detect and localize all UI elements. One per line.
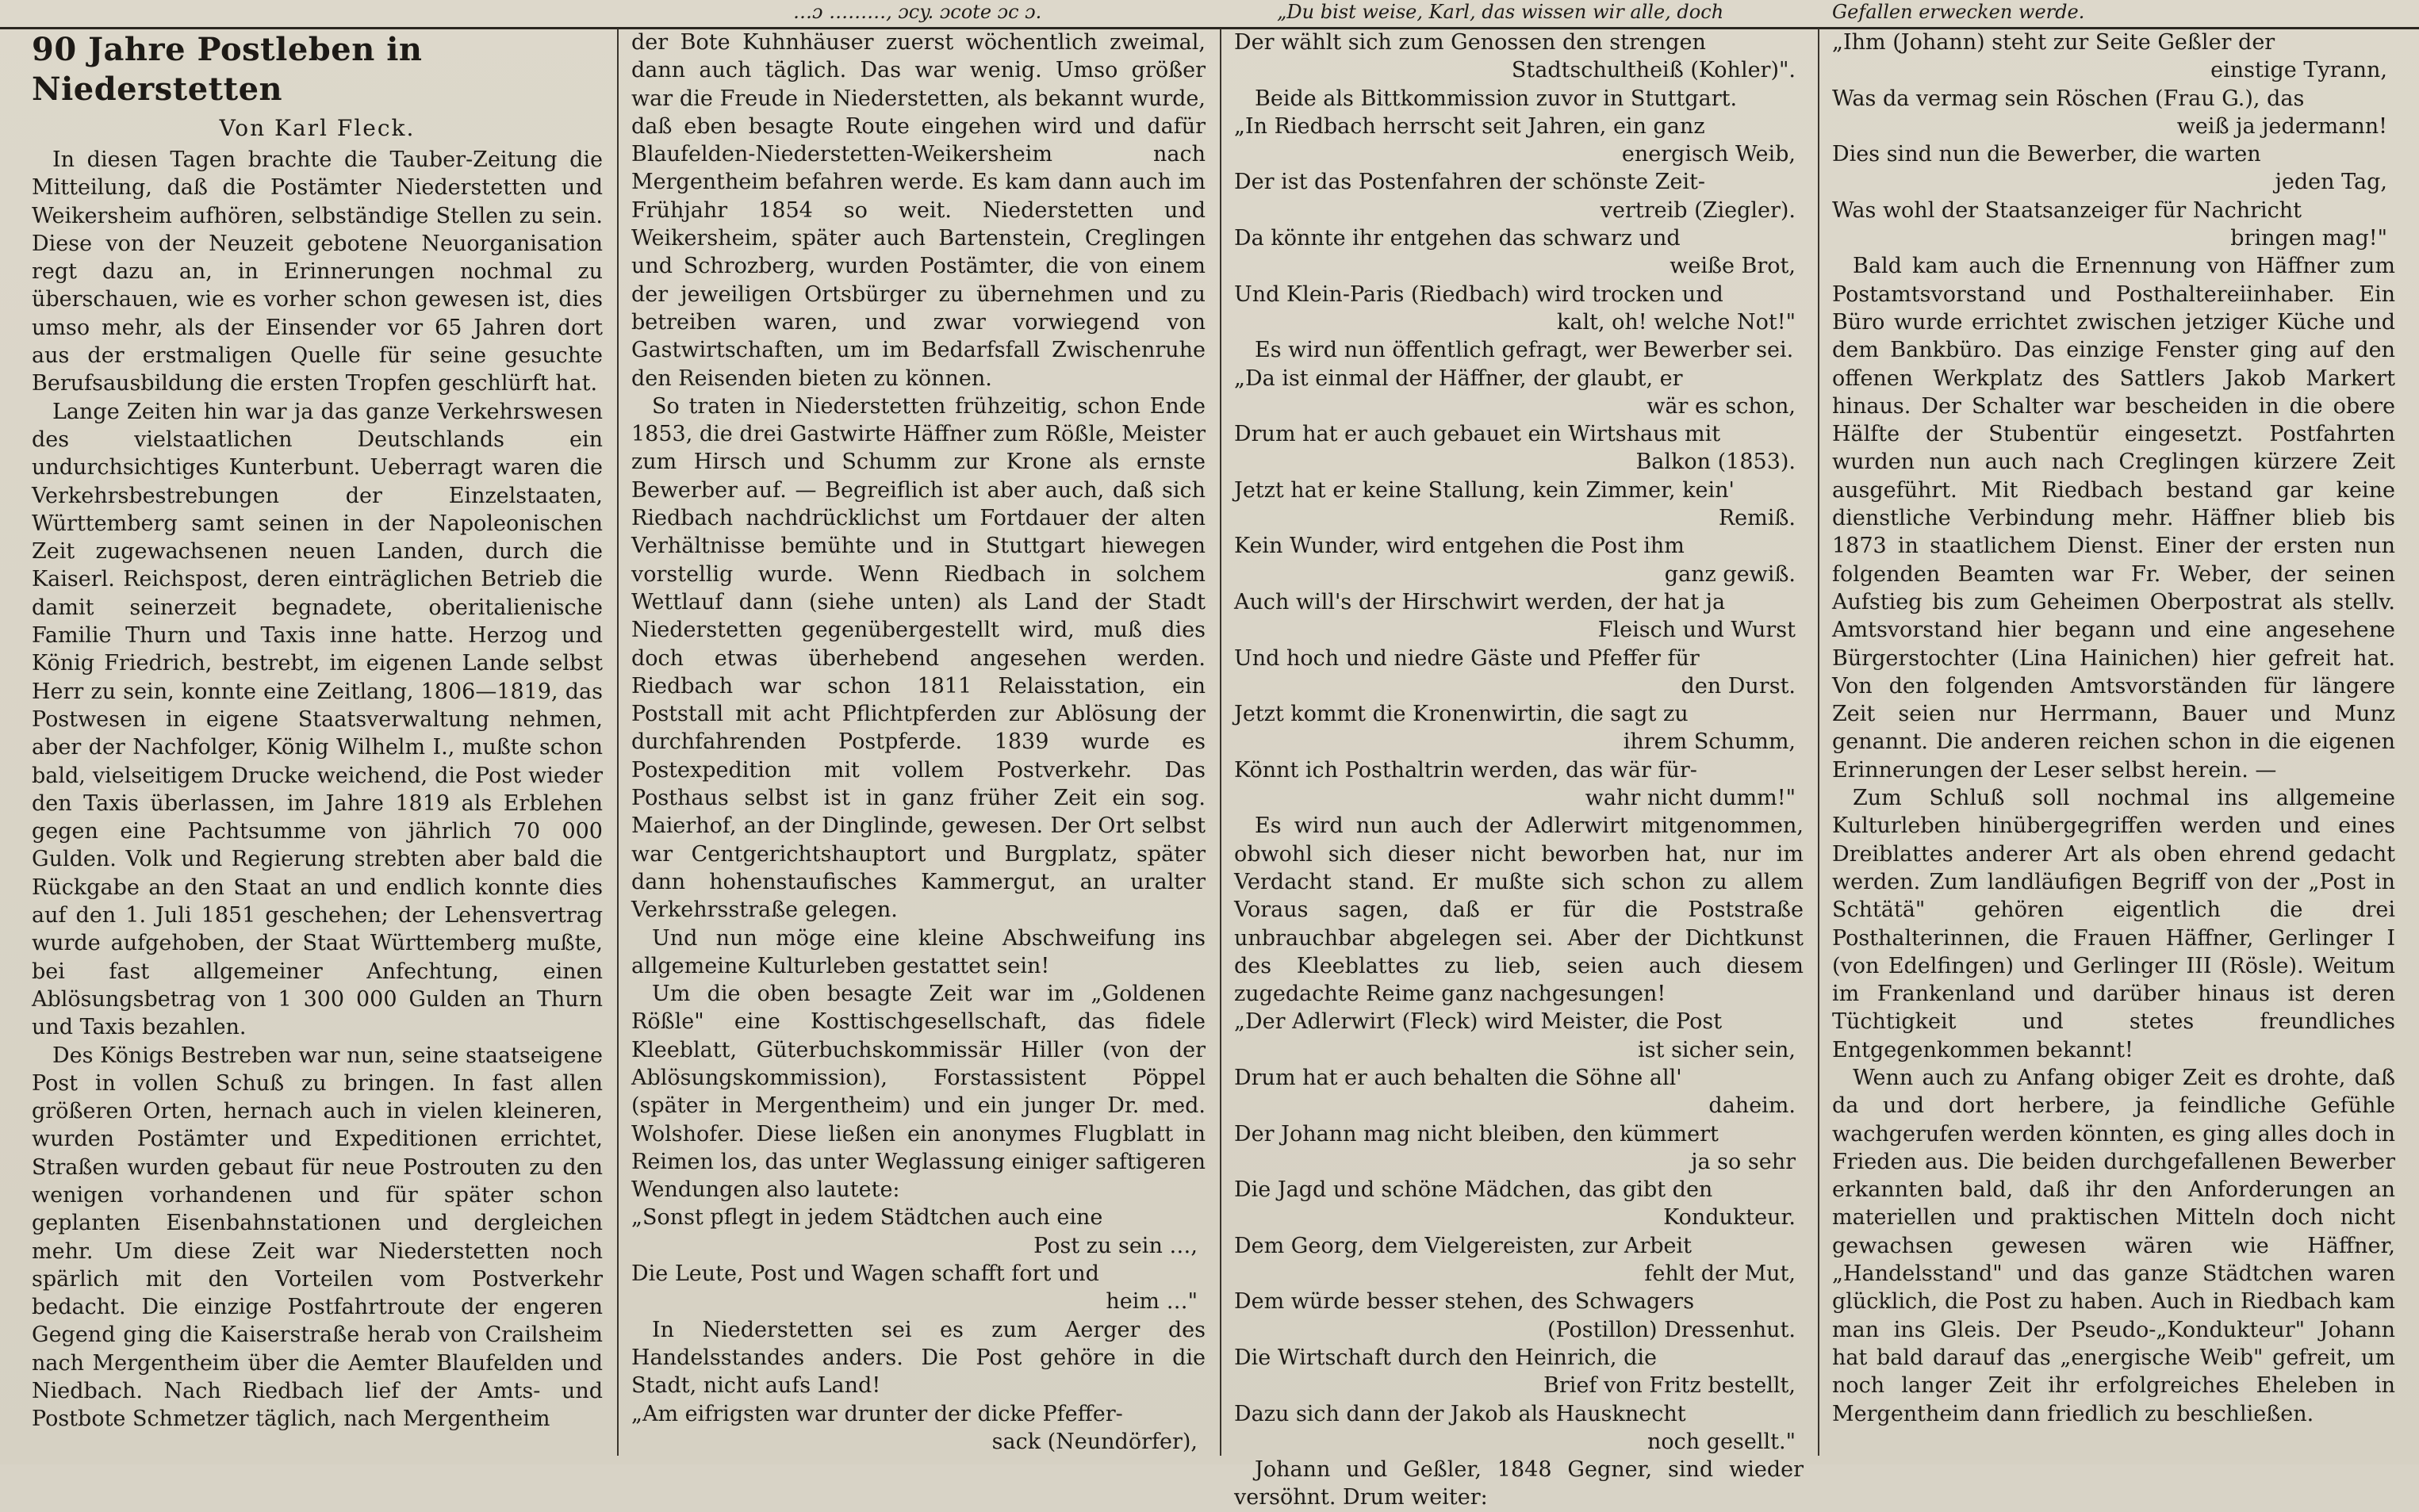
- poem-line: Dies sind nun die Bewerber, die warten: [1832, 142, 2261, 167]
- poem-line-cont: Balkon (1853).: [1635, 450, 1796, 475]
- paragraph: Beide als Bittkommission zuvor in Stuttgart.: [1255, 86, 1738, 111]
- poem-line-cont: sack (Neundörfer),: [991, 1429, 1198, 1454]
- poem-line: Drum hat er auch behalten die Söhne all': [1234, 1065, 1682, 1090]
- poem-block: [1234, 365, 1804, 813]
- poem-line: Die Leute, Post und Wagen schafft fort und: [631, 1261, 1099, 1287]
- paragraph: In Niederstetten sei es zum Aerger des Handelsstandes anders. Die Post gehöre in die Stadt, nicht aufs Land!: [631, 1317, 1206, 1399]
- paragraph: So traten in Niederstetten frühzeitig, schon Ende 1853, die drei Gastwirte Häffner zum Rößle, Meister zum Hirsch und Schumm zur Krone als ernste Bewerber auf. — Begreiflich ist aber auch, daß sich Riedbach nachdrücklichst um Fortdauer der alten Verhältnisse bemühte und in Stuttgart hiewegen vorstellig wurde. Wenn Riedbach in solchem Wettlauf dann (siehe unten) als Land der Stadt Niederstetten gegenübergestellt wird, muß dies doch etwas überhebend angesehen werden. Riedbach war schon 1811 Relaisstation, ein Poststall mit acht Pflichtpferden zur Ablösung der durchfahrenden Postpferde. 1839 wurde es Postexpedition mit vollem Postverkehr. Das Posthaus selbst ist in ganz früher Zeit ein sog. Maierhof, an der Dinglinde, gewesen. Der Ort selbst war Centgerichtshauptort und Burgplatz, später dann hohenstaufisches Kammergut, an uralter Verkehrsstraße gelegen.: [631, 393, 1206, 923]
- poem-line-cont: den Durst.: [1681, 673, 1796, 699]
- poem-block: [1234, 29, 1804, 85]
- column-1: [24, 29, 611, 1456]
- column-divider: [1220, 29, 1221, 1456]
- column-3: [1226, 29, 1811, 1510]
- poem-line: Könnt ich Posthaltrin werden, das wär für-: [1234, 757, 1697, 783]
- poem-line: Der Johann mag nicht bleiben, den kümmert: [1234, 1121, 1719, 1146]
- poem-line: Und Klein-Paris (Riedbach) wird trocken und: [1234, 281, 1723, 307]
- column-divider: [617, 29, 619, 1456]
- poem-line-cont: fehlt der Mut,: [1644, 1261, 1796, 1287]
- poem-line: Auch will's der Hirschwirt werden, der hat ja: [1234, 589, 1726, 614]
- article-title: 90 Jahre Postleben in Niederstetten: [32, 31, 423, 108]
- poem-line-cont: weiße Brot,: [1670, 254, 1796, 279]
- poem-line-cont: ja so sehr: [1691, 1149, 1796, 1174]
- paragraph: Wenn auch zu Anfang obiger Zeit es drohte, daß da und dort herbere, ja feindliche Gefühle wachgerufen werden könnten, es ging alles doch in Frieden aus. Die beiden durchgefallenen Bewerber erkannten bald, daß ihr den Anforderungen an materiellen und praktischen Mitteln doch nicht gewachsen gewesen wären wie Häffner, „Handelsstand" und das ganze Städtchen waren glücklich, die Post zu haben. Auch in Riedbach kam man ins Gleis. Der Pseudo-„Kondukteur" Johann hat bald darauf das „energische Weib" gefreit, um noch langer Zeit ihr erfolgreiches Eheleben in Mergentheim dann friedlich zu beschließen.: [1832, 1065, 2395, 1426]
- poem-line: „Sonst pflegt in jedem Städtchen auch eine: [631, 1205, 1103, 1231]
- paragraph: Es wird nun öffentlich gefragt, wer Bewerber sei.: [1255, 338, 1794, 363]
- poem-line-cont: Post zu sein …,: [1033, 1233, 1198, 1258]
- header-left-fragment: …ɔ ………, ɔcy. ɔcote ɔc ɔ.: [793, 1, 1042, 23]
- column-4: [1824, 29, 2403, 1456]
- poem-line-cont: ist sicher sein,: [1638, 1037, 1796, 1062]
- header-mid-fragment: „Du bist weise, Karl, das wissen wir alle, doch: [1277, 1, 1724, 23]
- paragraph: Lange Zeiten hin war ja das ganze Verkehrswesen des vielstaatlichen Deutschlands ein undurchsichtiges Kunterbunt. Ueberragt waren die Verkehrsbestrebungen der Einzelstaaten, Württemberg samt seinen in der Napoleonischen Zeit zugewachsenen neuen Landen, durch die Kaiserl. Reichspost, deren einträglichen Betrieb die damit seinerzeit begnadete, oberitalienische Familie Thurn und Taxis inne hatte. Herzog und König Friedrich, bestrebt, im eigenen Lande selbst Herr zu sein, konnte eine Zeitlang, 1806—1819, das Postwesen in eigene Staatsverwaltung nehmen, aber der Nachfolger, König Wilhelm I., mußte schon bald, vielseitigem Drucke weichend, die Post wieder den Taxis überlassen, im Jahre 1819 als Erblehen gegen eine Pachtsumme von jährlich 70 000 Gulden. Volk und Regierung strebten aber bald die Rückgabe an den Staat an und endlich konnte dies auf den 1. Juli 1851 geschehen; der Lehensvertrag wurde aufgehoben, der Staat Württemberg mußte, bei fast allgemeiner Anfechtung, einen Ablösungsbetrag von 1 300 000 Gulden an Thurn und Taxis bezahlen.: [32, 399, 603, 1040]
- poem-line: Drum hat er auch gebauet ein Wirtshaus mit: [1234, 422, 1721, 447]
- paragraph: Bald kam auch die Ernennung von Häffner zum Postamtsvorstand und Posthaltereiinhaber. Ein Büro wurde errichtet zwischen jetziger Küche und dem Bankbüro. Das einzige Fenster ging auf den offenen Werkplatz des Sattlers Jakob Markert hinaus. Der Schalter war bescheiden in die obere Hälfte der Stubentür eingesetzt. Postfahrten wurden nun auch nach Creglingen kürzere Zeit ausgeführt. Mit Riedbach bestand gar keine dienstliche Verbindung mehr. Häffner blieb bis 1873 in staatlichem Dienst. Einer der ersten nun folgenden Beamten war Fr. Weber, der seinen Aufstieg bis zum Geheimen Oberpostrat als stellv. Amtsvorstand hier begann und eine angesehene Bürgerstochter (Lina Hainichen) hier gefreit hat. Von den folgenden Amtsvorständen für längere Zeit seien nur Herrmann, Bauer und Munz genannt. Die anderen reichen schon in die eigenen Erinnerungen der Leser selbst herein. —: [1832, 254, 2395, 783]
- paragraph: Es wird nun auch der Adlerwirt mitgenommen, obwohl sich dieser nicht beworben hat, nur im Verdacht stand. Er mußte sich schon zu allem Voraus sagen, daß er für die Poststraße unbrauchbar abgelegen sei. Aber der Dichtkunst des Kleeblattes zu lieb, seien auch diesem zugedachte Reime ganz nachgesungen!: [1234, 813, 1804, 1007]
- poem-block: [1234, 113, 1804, 336]
- poem-line-cont: wär es schon,: [1647, 393, 1796, 419]
- poem-line: Der wählt sich zum Genossen den strengen: [1234, 30, 1706, 55]
- poem-line-cont: bringen mag!": [2230, 226, 2387, 251]
- paragraph: Des Königs Bestreben war nun, seine staatseigene Post in vollen Schuß zu bringen. In fast allen größeren Orten, hernach auch in vielen kleineren, wurden Postämter und Expeditionen errichtet, Straßen wurden gebaut für neue Postrouten zu den wenigen vorhandenen und für später schon geplanten Eisenbahnstationen und dergleichen mehr. Um diese Zeit war Niederstetten noch spärlich mit den Vorteilen vom Postverkehr bedacht. Die einzige Postfahrtroute der engeren Gegend ging die Kaiserstraße herab von Crailsheim nach Mergentheim über die Aemter Blaufelden und Niedbach. Nach Riedbach lief der Amts- und Postbote Schmetzer täglich, nach Mergentheim: [32, 1043, 603, 1432]
- poem-line-cont: vertreib (Ziegler).: [1600, 197, 1796, 223]
- poem-line: Kein Wunder, wird entgehen die Post ihm: [1234, 534, 1685, 559]
- column-divider: [1818, 29, 1819, 1456]
- poem-line-cont: (Postillon) Dressenhut.: [1547, 1317, 1796, 1342]
- poem-line-cont: Fleisch und Wurst: [1597, 618, 1796, 643]
- poem-block: [631, 1400, 1206, 1456]
- poem-line-cont: jeden Tag,: [2275, 170, 2387, 195]
- paragraph: Und nun möge eine kleine Abschweifung ins allgemeine Kulturleben gestattet sein!: [631, 925, 1206, 978]
- header-strip: [0, 0, 2419, 29]
- poem-line-cont: Brief von Fritz bestellt,: [1543, 1373, 1796, 1399]
- poem-line-cont: noch gesellt.": [1647, 1429, 1796, 1454]
- paragraph: Zum Schluß soll nochmal ins allgemeine Kulturleben hinübergegriffen werden und eines Dreiblattes anderer Art als oben ehrend gedacht werden. Zum landläufigen Begriff von der „Post in Schtätä" gehören eigentlich die drei Posthalterinnen, die Frauen Häffner, Gerlinger I (von Edelfingen) und Gerlinger III (Rösle). Weitum im Frankenland und darüber hinaus ist deren Tüchtigkeit und stetes freundliches Entgegenkommen bekannt!: [1832, 786, 2395, 1062]
- article-byline: Von Karl Fleck.: [219, 115, 416, 141]
- poem-line: Die Wirtschaft durch den Heinrich, die: [1234, 1345, 1657, 1370]
- poem-line: „Am eifrigsten war drunter der dicke Pfeffer-: [631, 1401, 1123, 1426]
- poem-line-cont: einstige Tyrann,: [2210, 58, 2387, 83]
- poem-line: Dem würde besser stehen, des Schwagers: [1234, 1289, 1695, 1315]
- poem-block: [1234, 1008, 1804, 1456]
- poem-line: „In Riedbach herrscht seit Jahren, ein ganz: [1234, 113, 1705, 139]
- poem-line-cont: energisch Weib,: [1621, 142, 1796, 167]
- poem-line: „Ihm (Johann) steht zur Seite Geßler der: [1832, 30, 2275, 55]
- poem-line-cont: Stadtschultheiß (Kohler)".: [1511, 58, 1796, 83]
- poem-line: Was wohl der Staatsanzeiger für Nachricht: [1832, 197, 2302, 223]
- poem-line-cont: weiß ja jedermann!: [2176, 113, 2387, 139]
- poem-block: [1832, 29, 2395, 252]
- poem-line: Jetzt kommt die Kronenwirtin, die sagt zu: [1234, 702, 1689, 727]
- poem-line: „Der Adlerwirt (Fleck) wird Meister, die Post: [1234, 1009, 1723, 1035]
- column-2: [623, 29, 1213, 1456]
- poem-line: Da könnte ihr entgehen das schwarz und: [1234, 226, 1681, 251]
- poem-line-cont: heim …": [1106, 1289, 1198, 1315]
- paragraph: der Bote Kuhnhäuser zuerst wöchentlich zweimal, dann auch täglich. Das war wenig. Umso größer war die Freude in Niederstetten, als bekannt wurde, daß eben besagte Route eingehen wird und dafür Blaufelden-Niederstetten-Weikersheim nach Mergentheim befahren werde. Es kam dann auch im Frühjahr 1854 so weit. Niederstetten und Weikersheim, später auch Bartenstein, Creglingen und Schrozberg, wurden Postämter, die von einem der jeweiligen Ortsbürger zu übernehmen und zu betreiben waren, und zwar vorwiegend von Gastwirtschaften, um im Bedarfsfall Zwischenruhe den Reisenden bieten zu können.: [631, 30, 1206, 391]
- poem-block: [631, 1204, 1206, 1315]
- poem-line-cont: daheim.: [1708, 1093, 1796, 1119]
- poem-line: Dazu sich dann der Jakob als Hausknecht: [1234, 1401, 1686, 1426]
- poem-line: Der ist das Postenfahren der schönste Zeit-: [1234, 170, 1705, 195]
- poem-line: Dem Georg, dem Vielgereisten, zur Arbeit: [1234, 1233, 1692, 1258]
- header-right-fragment: Gefallen erwecken werde.: [1832, 1, 2085, 23]
- paragraph: In diesen Tagen brachte die Tauber-Zeitung die Mitteilung, daß die Postämter Niederstetten und Weikersheim aufhören, selbständige Stellen zu sein. Diese von der Neuzeit gebotene Neuorganisation regt dazu an, in Erinnerungen nochmal zu überschauen, wie es vorher schon gewesen ist, dies umso mehr, als der Einsender vor 65 Jahren dort aus der erstmaligen Quelle für seine gesuchte Berufsausbildung die ersten Tropfen geschlürft hat.: [32, 147, 603, 396]
- poem-line-cont: kalt, oh! welche Not!": [1557, 309, 1796, 335]
- poem-line: Was da vermag sein Röschen (Frau G.), das: [1832, 86, 2305, 111]
- paragraph: Um die oben besagte Zeit war im „Goldenen Rößle" eine Kosttischgesellschaft, das fidele Kleeblatt, Güterbuchskommissär Hiller (von der Ablösungskommission), Forstassistent Pöppel (später in Mergentheim) und ein junger Dr. med. Wolshofer. Diese ließen ein anonymes Flugblatt in Reimen los, das unter Weglassung einiger saftigeren Wendungen also lautete:: [631, 982, 1206, 1203]
- poem-line: Jetzt hat er keine Stallung, kein Zimmer, kein': [1234, 477, 1735, 503]
- poem-line: „Da ist einmal der Häffner, der glaubt, er: [1234, 366, 1683, 391]
- poem-line-cont: ihrem Schumm,: [1623, 729, 1796, 755]
- poem-line-cont: Kondukteur.: [1663, 1205, 1796, 1231]
- paragraph: Johann und Geßler, 1848 Gegner, sind wieder versöhnt. Drum weiter:: [1234, 1457, 1804, 1510]
- poem-line-cont: Remiß.: [1718, 506, 1796, 531]
- poem-line-cont: wahr nicht dumm!": [1585, 786, 1796, 811]
- poem-line: Und hoch und niedre Gäste und Pfeffer für: [1234, 645, 1700, 671]
- poem-line: Die Jagd und schöne Mädchen, das gibt den: [1234, 1177, 1713, 1203]
- poem-line-cont: ganz gewiß.: [1664, 561, 1796, 587]
